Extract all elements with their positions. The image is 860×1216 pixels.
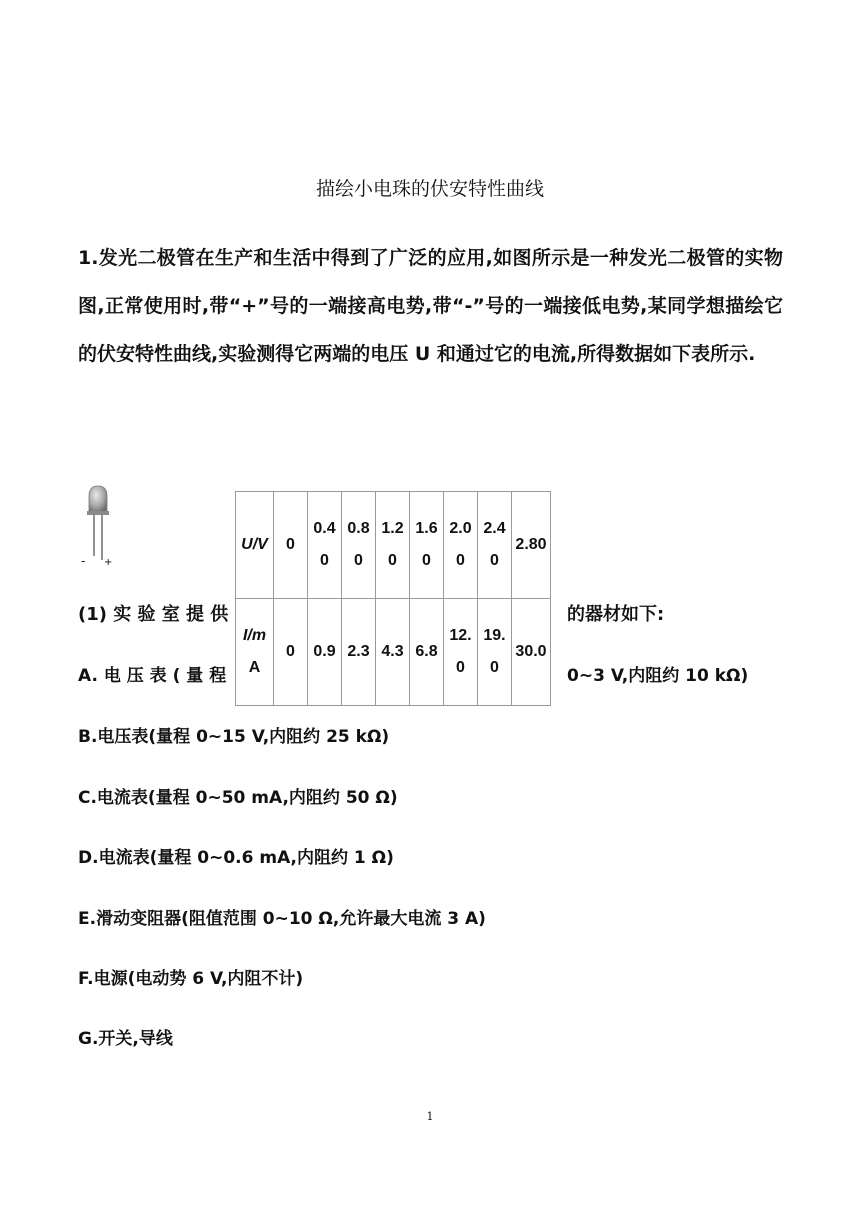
u-cell: 1.6 0	[410, 492, 444, 599]
u-cell: 1.2 0	[376, 492, 410, 599]
i-cell: 4.3	[376, 599, 410, 706]
page-title: 描绘小电珠的伏安特性曲线	[315, 178, 544, 200]
led-diode-image	[80, 484, 116, 568]
led-diode-icon	[80, 484, 116, 568]
part-1-left-text: (1) 实 验 室 提 供	[78, 604, 229, 625]
item-b: B.电压表(量程 0~15 V,内阻约 25 kΩ)	[78, 727, 390, 747]
i-cell: 2.3	[342, 599, 376, 706]
question-1-text: 1.发光二极管在生产和生活中得到了广泛的应用,如图所示是一种发光二极管的实物图,正常使用时,带“+”号的一端接高电势,带“-”号的一端接低电势,某同学想描绘它的伏安特性曲线,实验测得它两端的电压 U 和通过它的电流,所得数据如下表所示.	[78, 247, 783, 365]
i-cell: 30.0	[512, 599, 551, 706]
item-e: E.滑动变阻器(阻值范围 0~10 Ω,允许最大电流 3 A)	[78, 909, 486, 929]
diode-minus-label: -	[81, 554, 86, 568]
item-a-left: A. 电 压 表 ( 量 程	[78, 666, 227, 686]
table-row-u	[236, 492, 551, 599]
i-header-cell: I/m A	[236, 599, 274, 706]
diode-plus-label: +	[104, 557, 113, 568]
u-cell: 2.0 0	[444, 492, 478, 599]
u-header-cell: U/V	[236, 492, 274, 599]
page-number: 1	[426, 1110, 434, 1123]
data-table	[235, 491, 551, 706]
i-cell: 19. 0	[478, 599, 512, 706]
i-cell: 6.8	[410, 599, 444, 706]
u-cell: 2.4 0	[478, 492, 512, 599]
item-c: C.电流表(量程 0~50 mA,内阻约 50 Ω)	[78, 788, 398, 808]
part-1-right-text: 的器材如下:	[567, 604, 665, 625]
u-cell: 0.8 0	[342, 492, 376, 599]
u-cell: 0	[274, 492, 308, 599]
table-row-i	[236, 599, 551, 706]
u-cell: 2.80	[512, 492, 551, 599]
item-f: F.电源(电动势 6 V,内阻不计)	[78, 969, 304, 989]
u-cell: 0.4 0	[308, 492, 342, 599]
i-cell: 0.9	[308, 599, 342, 706]
item-g: G.开关,导线	[78, 1029, 173, 1049]
i-cell: 0	[274, 599, 308, 706]
item-a-right: 0~3 V,内阻约 10 kΩ)	[567, 666, 749, 686]
item-d: D.电流表(量程 0~0.6 mA,内阻约 1 Ω)	[78, 848, 394, 868]
i-cell: 12. 0	[444, 599, 478, 706]
